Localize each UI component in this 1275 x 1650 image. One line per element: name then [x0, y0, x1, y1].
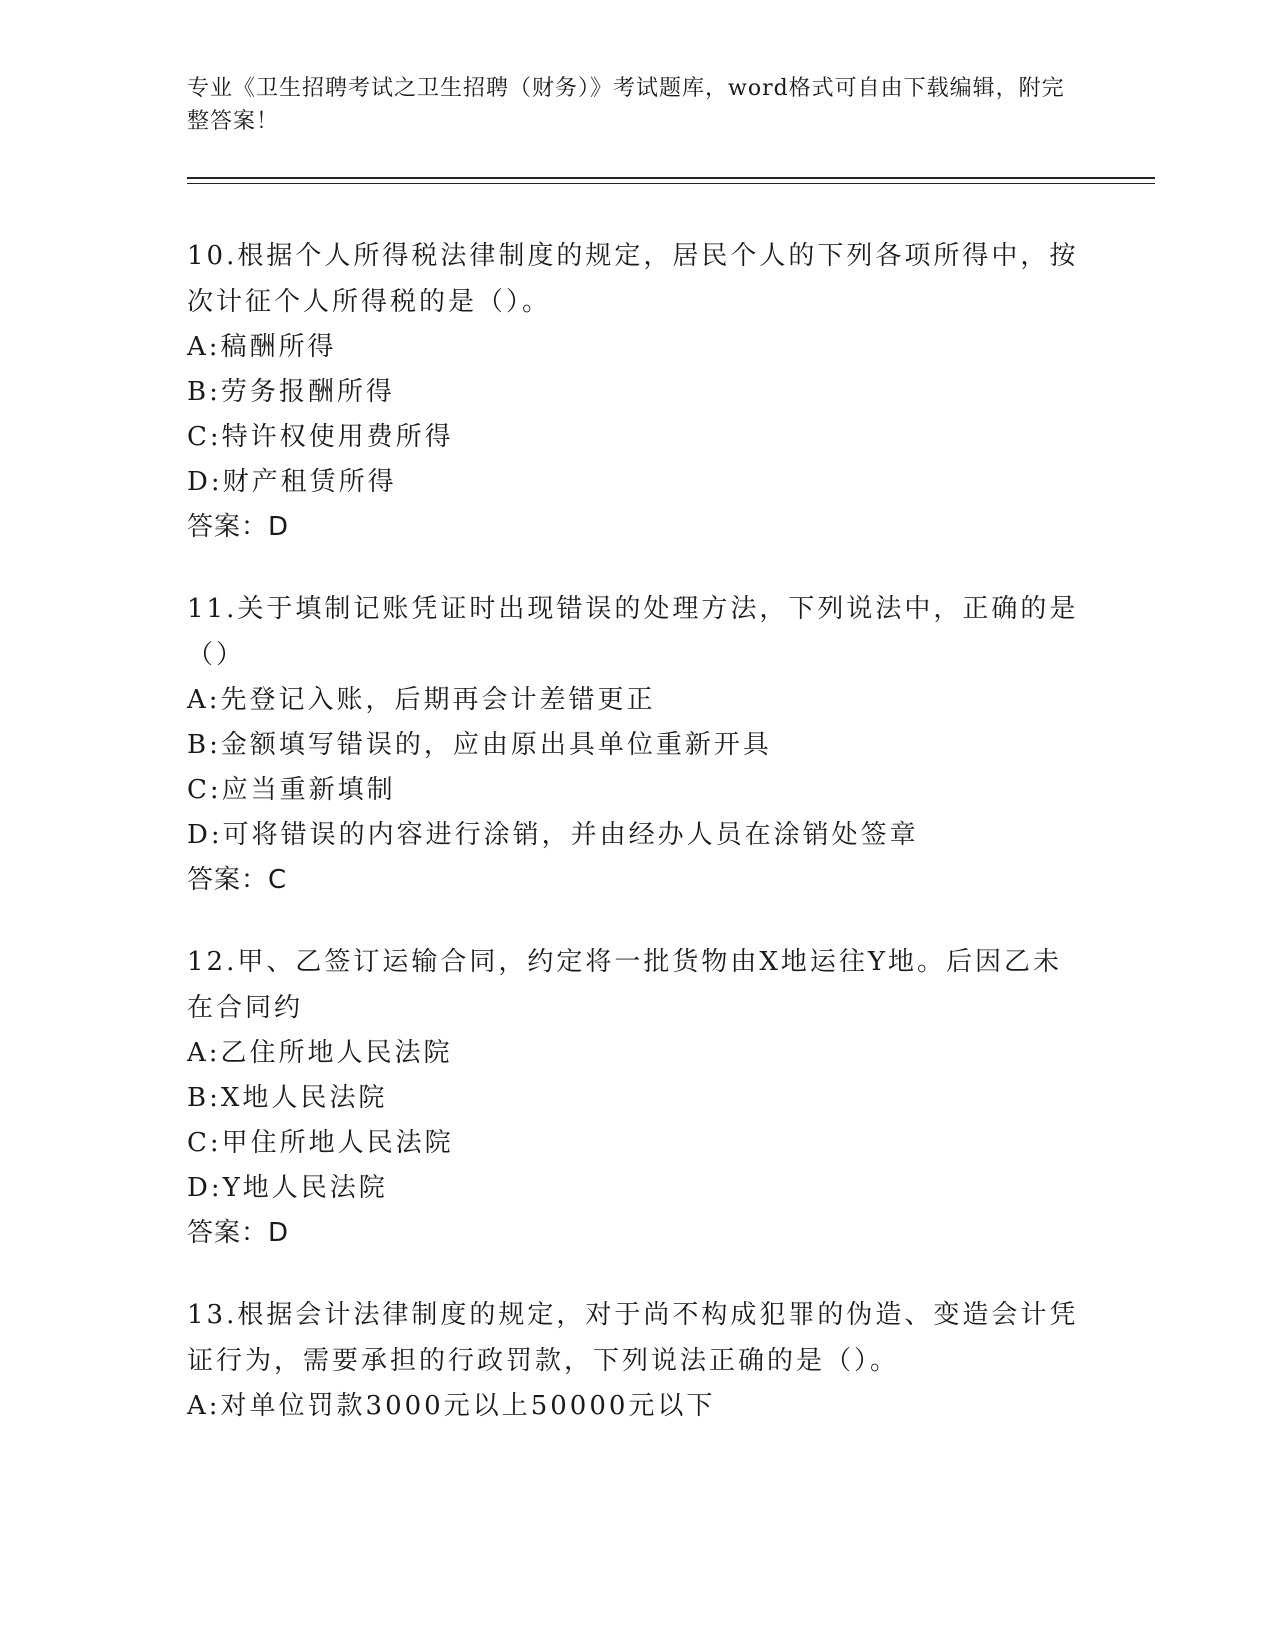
option-b: B:X地人民法院: [187, 1083, 388, 1113]
option-d: D:可将错误的内容进行涂销，并由经办人员在涂销处签章: [187, 820, 919, 850]
document-header: 专业《卫生招聘考试之卫生招聘（财务）》考试题库，word格式可自由下载编辑，附完整答案！: [187, 76, 1065, 134]
option-b: B:金额填写错误的，应由原出具单位重新开具: [187, 730, 772, 760]
question-12: [187, 939, 1087, 1256]
question-10: [187, 233, 1087, 550]
question-stem: 10.根据个人所得税法律制度的规定，居民个人的下列各项所得中，按次计征个人所得税的是（）。: [187, 241, 1079, 317]
option-a: A:先登记入账，后期再会计差错更正: [187, 685, 656, 715]
option-a: A:乙住所地人民法院: [187, 1038, 453, 1068]
answer-label: 答案：C: [187, 865, 288, 895]
option-a: A:稿酬所得: [187, 332, 337, 362]
option-d: D:Y地人民法院: [187, 1173, 388, 1203]
question-11: [187, 586, 1087, 903]
answer-label: 答案：D: [187, 1218, 290, 1248]
option-a: A:对单位罚款3000元以上50000元以下: [187, 1391, 716, 1421]
option-b: B:劳务报酬所得: [187, 377, 395, 407]
question-stem: 13.根据会计法律制度的规定，对于尚不构成犯罪的伪造、变造会计凭证行为，需要承担的行政罚款，下列说法正确的是（）。: [187, 1300, 1079, 1376]
question-13: [187, 1292, 1087, 1429]
question-stem: 12.甲、乙签订运输合同，约定将一批货物由X地运往Y地。后因乙未在合同约: [187, 947, 1063, 1023]
question-stem: 11.关于填制记账凭证时出现错误的处理方法，下列说法中，正确的是（）: [187, 594, 1079, 670]
question-list: [187, 233, 1087, 1465]
answer-label: 答案：D: [187, 512, 290, 542]
header-divider: [187, 177, 1155, 184]
option-d: D:财产租赁所得: [187, 467, 397, 497]
option-c: C:特许权使用费所得: [187, 422, 454, 452]
option-c: C:甲住所地人民法院: [187, 1128, 454, 1158]
option-c: C:应当重新填制: [187, 775, 396, 805]
